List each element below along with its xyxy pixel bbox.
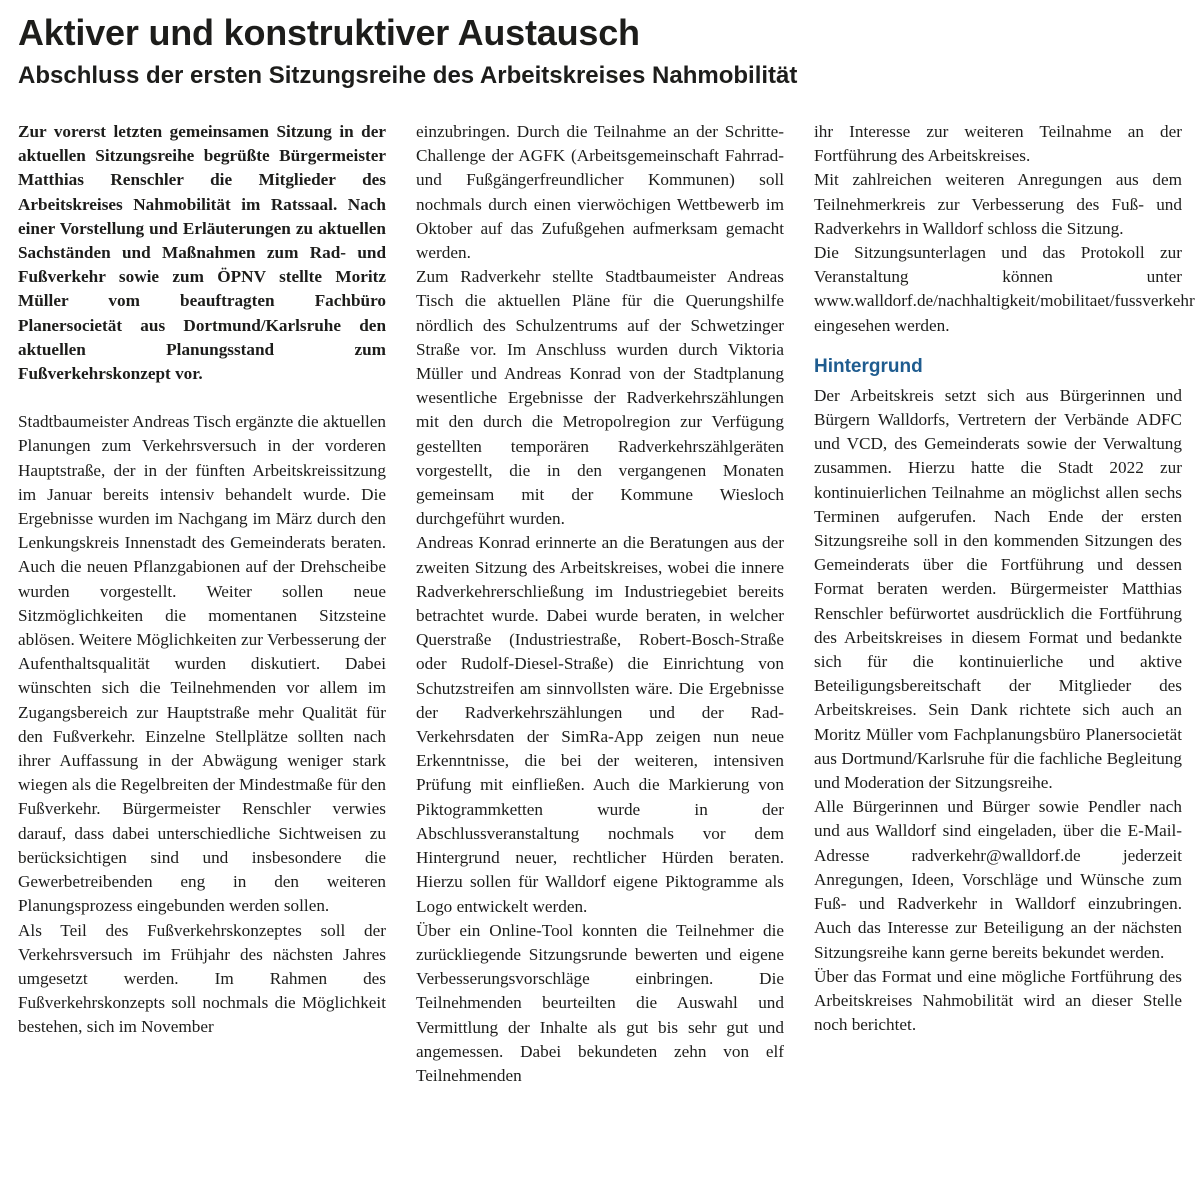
- body-paragraph: Über ein Online-Tool konnten die Teilnehmer die zurückliegende Sitzungsrunde bewerten und eigene Verbesserungsvorschläge einbringen. Die Teilnehmenden beurteilten die Auswahl und Vermittlung der Inhalte als gut bis sehr gut und angemessen. Dabei bekundeten zehn von elf Teilnehmenden: [416, 920, 784, 1085]
- column-2: [416, 120, 784, 1088]
- lead-paragraph: Zur vorerst letzten gemeinsamen Sitzung in der aktuellen Sitzungsreihe begrüßte Bürgermeister Matthias Renschler die Mitglieder des Arbeitskreises Nahmobilität im Ratssaal. Nach einer Vorstellung und Erläuterungen zu aktuellen Sachständen und Maßnahmen zum Rad- und Fußverkehr sowie zum ÖPNV stellte Moritz Müller vom beauftragten Fachbüro Planersocietät aus Dortmund/Karlsruhe den aktuellen Planungsstand zum Fußverkehrskonzept vor.: [18, 122, 386, 384]
- body-paragraph: ihr Interesse zur weiteren Teilnahme an der Fortführung des Arbeitskreises.: [814, 122, 1182, 166]
- column-1: [18, 120, 386, 1088]
- body-paragraph: Andreas Konrad erinnerte an die Beratungen aus der zweiten Sitzung des Arbeitskreises, wobei die innere Radverkehrerschließung im Industriegebiet bereits betrachtet wurde. Dabei wurde beraten, in welcher Querstraße (Industriestraße, Robert-Bosch-Straße oder Rudolf-Diesel-Straße) die Einrichtung von Schutzstreifen am sinnvollsten wäre. Die Ergebnisse der Radverkehrszählungen und der Rad-Verkehrsdaten der SimRa-App zeigen nun neue Erkenntnisse, die bei der weiteren, intensiven Prüfung mit einfließen. Auch die Markierung von Piktogrammketten wurde in der Abschlussveranstaltung nochmals vor dem Hintergrund neuer, rechtlicher Hürden beraten. Hierzu sollen für Walldorf eigene Piktogramme als Logo entwickelt werden.: [416, 533, 784, 916]
- background-paragraph: Über das Format und eine mögliche Fortführung des Arbeitskreises Nahmobilität wird an dieser Stelle noch berichtet.: [814, 966, 1182, 1035]
- body-paragraph: Als Teil des Fußverkehrskonzeptes soll der Verkehrsversuch im Frühjahr des nächsten Jahres umgesetzt werden. Im Rahmen des Fußverkehrskonzepts soll nochmals die Möglichkeit bestehen, sich im November: [18, 920, 386, 1037]
- body-paragraph: Zum Radverkehr stellte Stadtbaumeister Andreas Tisch die aktuellen Pläne für die Querungshilfe nördlich des Schulzentrums auf der Schwetzinger Straße vor. Im Anschluss wurden durch Viktoria Müller und Andreas Konrad von der Stadtplanung wesentliche Ergebnisse der Radverkehrszählungen mit den durch die Metropolregion zur Verfügung gestellten temporären Radverkehrszählgeräten vorgestellt, die in den vergangenen Monaten gemeinsam mit der Kommune Wiesloch durchgeführt wurden.: [416, 267, 784, 529]
- section-heading: Hintergrund: [814, 355, 923, 377]
- body-paragraph: Mit zahlreichen weiteren Anregungen aus dem Teilnehmerkreis zur Verbesserung des Fuß- und Radverkehrs in Walldorf schloss die Sitzung.: [814, 170, 1182, 238]
- body-paragraph: Die Sitzungsunterlagen und das Protokoll zur Veranstaltung können unter www.walldorf.de/nachhaltigkeit/mobilitaet/fussverkehr eingesehen werden.: [814, 243, 1195, 335]
- subheadline: Abschluss der ersten Sitzungsreihe des Arbeitskreises Nahmobilität: [18, 62, 798, 89]
- background-paragraph: Alle Bürgerinnen und Bürger sowie Pendler nach und aus Walldorf sind eingeladen, über die E-Mail-Adresse radverkehr@walldorf.de jederzeit Anregungen, Ideen, Vorschläge und Wünsche zum Fuß- und Radverkehr in Walldorf einzubringen. Auch das Interesse zur Beteiligung an der nächsten Sitzungsreihe kann gerne bereits bekundet werden.: [814, 797, 1182, 962]
- article-columns: [18, 120, 1195, 1088]
- body-paragraph: Stadtbaumeister Andreas Tisch ergänzte die aktuellen Planungen zum Verkehrsversuch in der vorderen Hauptstraße, der in der fünften Arbeitskreissitzung im Januar bereits intensiv behandelt wurde. Die Ergebnisse wurden im Nachgang im März durch den Lenkungskreis Innenstadt des Gemeinderats beraten. Auch die neuen Pflanzgabionen auf der Drehscheibe wurden vorgestellt. Weiter sollen neue Sitzmöglichkeiten die momentanen Sitzsteine ablösen. Weitere Möglichkeiten zur Verbesserung der Aufenthaltsqualität wurden diskutiert. Dabei wünschten sich die Teilnehmenden vor allem im Zugangsbereich zur Hauptstraße mehr Qualität für den Fußverkehr. Einzelne Stellplätze sollten nach ihrer Auffassung in der Abwägung weniger stark wiegen als die Regelbreiten der Mindestmaße für den Fußverkehr. Bürgermeister Renschler verwies darauf, dass dabei unterschiedliche Sichtweisen zu berücksichtigen sind und insbesondere die Gewerbetreibenden eng in den weiteren Planungsprozess eingebunden werden sollen.: [18, 412, 386, 916]
- column-3: [814, 120, 1195, 1088]
- body-paragraph: einzubringen. Durch die Teilnahme an der Schritte-Challenge der AGFK (Arbeitsgemeinschaft Fahrrad- und Fußgängerfreundlicher Kommunen) soll nochmals durch einen vierwöchigen Wettbewerb im Oktober auf das Zufußgehen aufmerksam gemacht werden.: [416, 122, 784, 263]
- background-paragraph: Der Arbeitskreis setzt sich aus Bürgerinnen und Bürgern Walldorfs, Vertretern der Verbände ADFC und VCD, des Gemeinderats sowie der Verwaltung zusammen. Hierzu hatte die Stadt 2022 zur kontinuierlichen Teilnahme an möglichst allen sechs Terminen aufgerufen. Nach Ende der ersten Sitzungsreihe soll in den kommenden Sitzungen des Gemeinderats über die Fortführung und dessen Format beraten werden. Bürgermeister Matthias Renschler befürwortet ausdrücklich die Fortführung des Arbeitskreises in diesem Format und bedankte sich für die kontinuierliche und aktive Beteiligungsbereitschaft der Mitglieder des Arbeitskreises. Sein Dank richtete sich auch an Moritz Müller vom Fachplanungsbüro Planersocietät aus Dortmund/Karlsruhe für die fachliche Begleitung und Moderation der Sitzungsreihe.: [814, 385, 1182, 793]
- headline: Aktiver und konstruktiver Austausch: [18, 12, 640, 53]
